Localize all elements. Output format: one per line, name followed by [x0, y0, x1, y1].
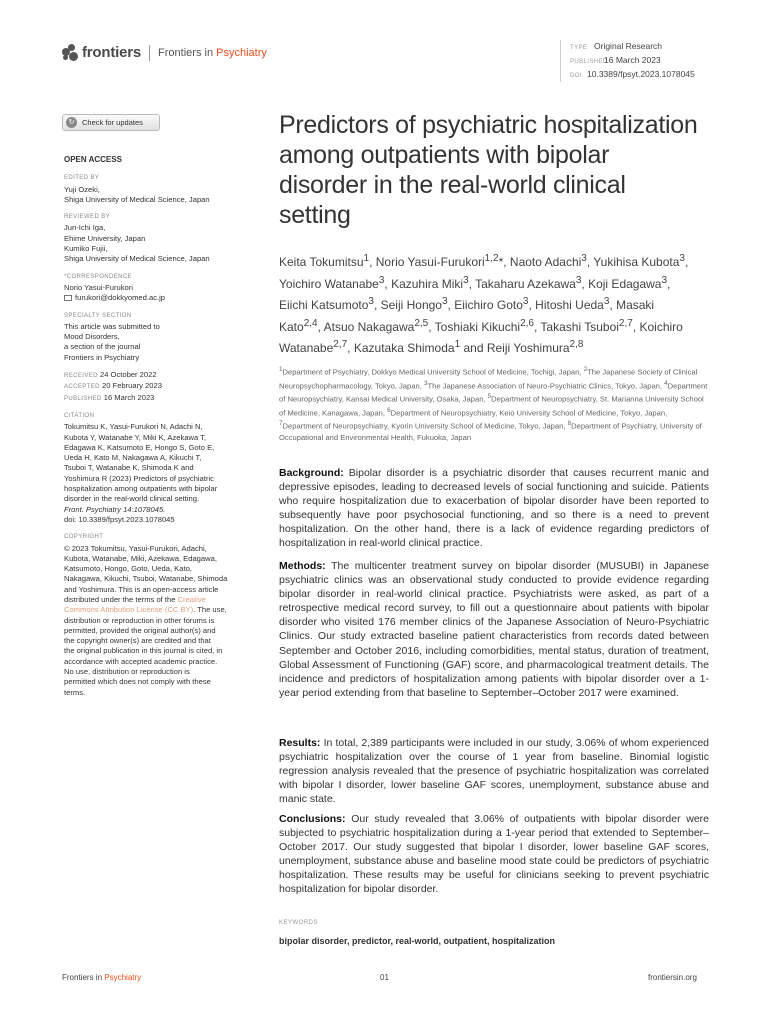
doi-link[interactable]: 10.3389/fpsyt.2023.1078045 [587, 69, 695, 79]
dates: RECEIVED 24 October 2022 ACCEPTED 20 February 2023 PUBLISHED 16 March 2023 [64, 370, 162, 402]
refresh-icon: ↻ [66, 117, 77, 128]
abstract-background: Background: Bipolar disorder is a psychiatric disorder that causes recurrent manic and depressive episodes, leading to decreased levels of social functioning and suicide. Patients who require hospitalization due to exacerbation of bipolar disorder have been reported to subsequently have poor psychosocial functioning, and so there is a need to prevent hospitalization. On the other hand, there is a lack of evidence regarding predictors of hospitalization in real-world clinical practice. [279, 467, 709, 550]
author-list: Keita Tokumitsu$^1$, Norio Yasui-Furukori$^{1,2}$*, Naoto Adachi$^3$, Yukihisa Kubota$^3$, Yoichiro Watanabe$^3$, Kazuhira Miki$^3$, Takaharu Azekawa$^3$, Koji Edagawa$^3$, Eiichi Katsumoto$^3$, Seiji Hongo$^3$, Eiichiro Goto$^3$, Hitoshi Ueda$^3$, Masaki Kato$^{2,4}$, Atsuo Nakagawa$^{2,5}$, Toshiaki Kikuchi$^{2,6}$, Takashi Tsuboi$^{2,7}$, Koichiro Watanabe$^{2,7}$, Kazutaka Shimoda$^1$ and Reiji Yoshimura$^{2,8}$ [279, 253, 689, 355]
specialty-section: SPECIALTY SECTION This article was submitted to Mood Disorders, a section of the journal Frontiers in Psychiatry [64, 312, 160, 362]
keywords-label: KEYWORDS [279, 920, 319, 926]
page-number: 01 [380, 973, 389, 982]
journal-name: Frontiers in Psychiatry [158, 46, 267, 59]
license-link[interactable]: Creative [177, 594, 206, 604]
article-type: Original Research [594, 41, 663, 51]
footer-journal: Frontiers in Psychiatry [62, 973, 142, 982]
license-link-cont[interactable]: Commons Attribution License (CC BY) [64, 605, 194, 615]
open-access-label: OPEN ACCESS [64, 155, 122, 164]
affiliations: $^1$Department of Psychiatry, Dokkyo Medical University School of Medicine, Tochigi, Japan, $^2$The Japanese Society of Clinical Neuropsychopharmacology, Tokyo, Japan, $^3$The Japanese Association of Neuro-Psychiatric Clinics, Tokyo, Japan, $^4$Department of Neuropsychiatry, Kansai Medical University, Osaka, Japan, $^5$Department of Neuropsychiatry, St. Marianna University School of Medicine, Kanagawa, Japan, $^6$Department of Neuropsychiatry, Keio University School of Medicine, Tokyo, Japan, $^7$Department of Neuropsychiatry, Kyorin University School of Medicine, Tokyo, Japan, $^8$Department of Psychiatry, University of Occupational and Environmental Health, Fukuoka, Japan [279, 366, 708, 442]
abstract-conclusions: Conclusions: Our study revealed that 3.06% of outpatients with bipolar disorder were subjected to psychiatric hospitalization during a 1-year period that extended to September–October 2017. Our study suggested that bipolar I disorder, lower baseline GAF scores, unemployment, substance abuse and baseline mood state could be predictors of psychiatric hospitalization. These results may be useful for clinicians seeking to prevent psychiatric hospitalization for bipolar disorder. [279, 813, 709, 896]
article-meta: TYPE Original Research PUBLISHED16 March 2023 DOI 10.3389/fpsyt.2023.1078045 [560, 40, 695, 82]
frontiers-logo-icon [62, 44, 79, 61]
correspondence-email-link[interactable]: furukori@dokkyomed.ac.jp [75, 293, 166, 303]
logo-divider [149, 45, 150, 61]
abstract-results: Results: In total, 2,389 participants were included in our study, 3.06% of whom experienced psychiatric hospitalization over the course of 1 year from baseline. Binomial logistic regression analysis revealed that the presence of psychiatric hospitalization was correlated with bipolar I disorder, lower baseline GAF scores, unemployment, substance abuse and manic state. [279, 737, 710, 806]
correspondence: *CORRESPONDENCE Norio Yasui-Furukori furukori@dokkyomed.ac.jp [64, 273, 166, 303]
frontiers-logo[interactable] [62, 44, 267, 61]
footer-site-link[interactable]: frontiersin.org [648, 973, 697, 982]
citation: CITATION Tokumitsu K, Yasui-Furukori N, Adachi N, Kubota Y, Watanabe Y, Miki K, Azekawa T, Edagawa K, Katsumoto E, Hongo S, Goto E, Ueda H, Kato M, Nakagawa A, Kikuchi T, Tsuboi T, Watanabe K, Shimoda K and Yoshimura R (2023) Predictors of psychiatric hospitalization among outpatients with bipolar disorder in the real-world clinical setting. Front. Psychiatry 14:1078045. doi: 10.3389/fpsyt.2023.1078045 [64, 412, 218, 524]
keywords: bipolar disorder, predictor, real-world, outpatient, hospitalization [279, 936, 556, 946]
published-date: 16 March 2023 [604, 55, 661, 65]
check-for-updates-button[interactable]: ↻ Check for updates [62, 114, 160, 131]
abstract-methods: Methods: The multicenter treatment survey on bipolar disorder (MUSUBI) in Japanese psychiatric clinics was an observational study conducted to provide evidence regarding bipolar disorder in real-world clinical practice. Psychiatrists were asked, as part of a retrospective medical record survey, to fill out a questionnaire about patients with bipolar disorder who visited 176 member clinics of the Japanese Association of Neuro-Psychiatric Clinics. Our study extracted baseline patient characteristics from records dated between September and October 2016, including comorbidities, mental status, duration of treatment, Global Assessment of Functioning (GAF) score, and pharmacological treatment details. The incidence and predictors of hospitalization among patients with bipolar disorder over a 1-year period extending from that baseline to September–October 2017 were examined. [279, 560, 709, 699]
copyright: COPYRIGHT © 2023 Tokumitsu, Yasui-Furukori, Adachi, Kubota, Watanabe, Miki, Azekawa, Edagawa, Katsumoto, Hongo, Goto, Ueda, Kato, Nakagawa, Kikuchi, Tsuboi, Watanabe, Shimoda and Yoshimura. This is an open-access article distributed under the terms of the Creative Commons Attribution License (CC BY). The use, distribution or reproduction in other forums is permitted, provided the original author(s) and the copyright owner(s) are credited and that the original publication in this journal is cited, in accordance with accepted academic practice. No use, distribution or reproduction is permitted which does not comply with these terms. [64, 534, 228, 697]
edited-by: EDITED BY Yuji Ozeki, Shiga University of Medical Science, Japan [64, 175, 210, 204]
logo-wordmark: frontiers [82, 44, 142, 61]
email-icon [64, 295, 72, 301]
sidebar-info [64, 155, 260, 705]
article-title: Predictors of psychiatric hospitalization among outpatients with bipolar disorder in the real-world clinical setting [279, 111, 698, 229]
reviewed-by: REVIEWED BY Jun-Ichi Iga, Ehime University, Japan Kumiko Fujii, Shiga University of Medical Science, Japan [64, 214, 210, 264]
